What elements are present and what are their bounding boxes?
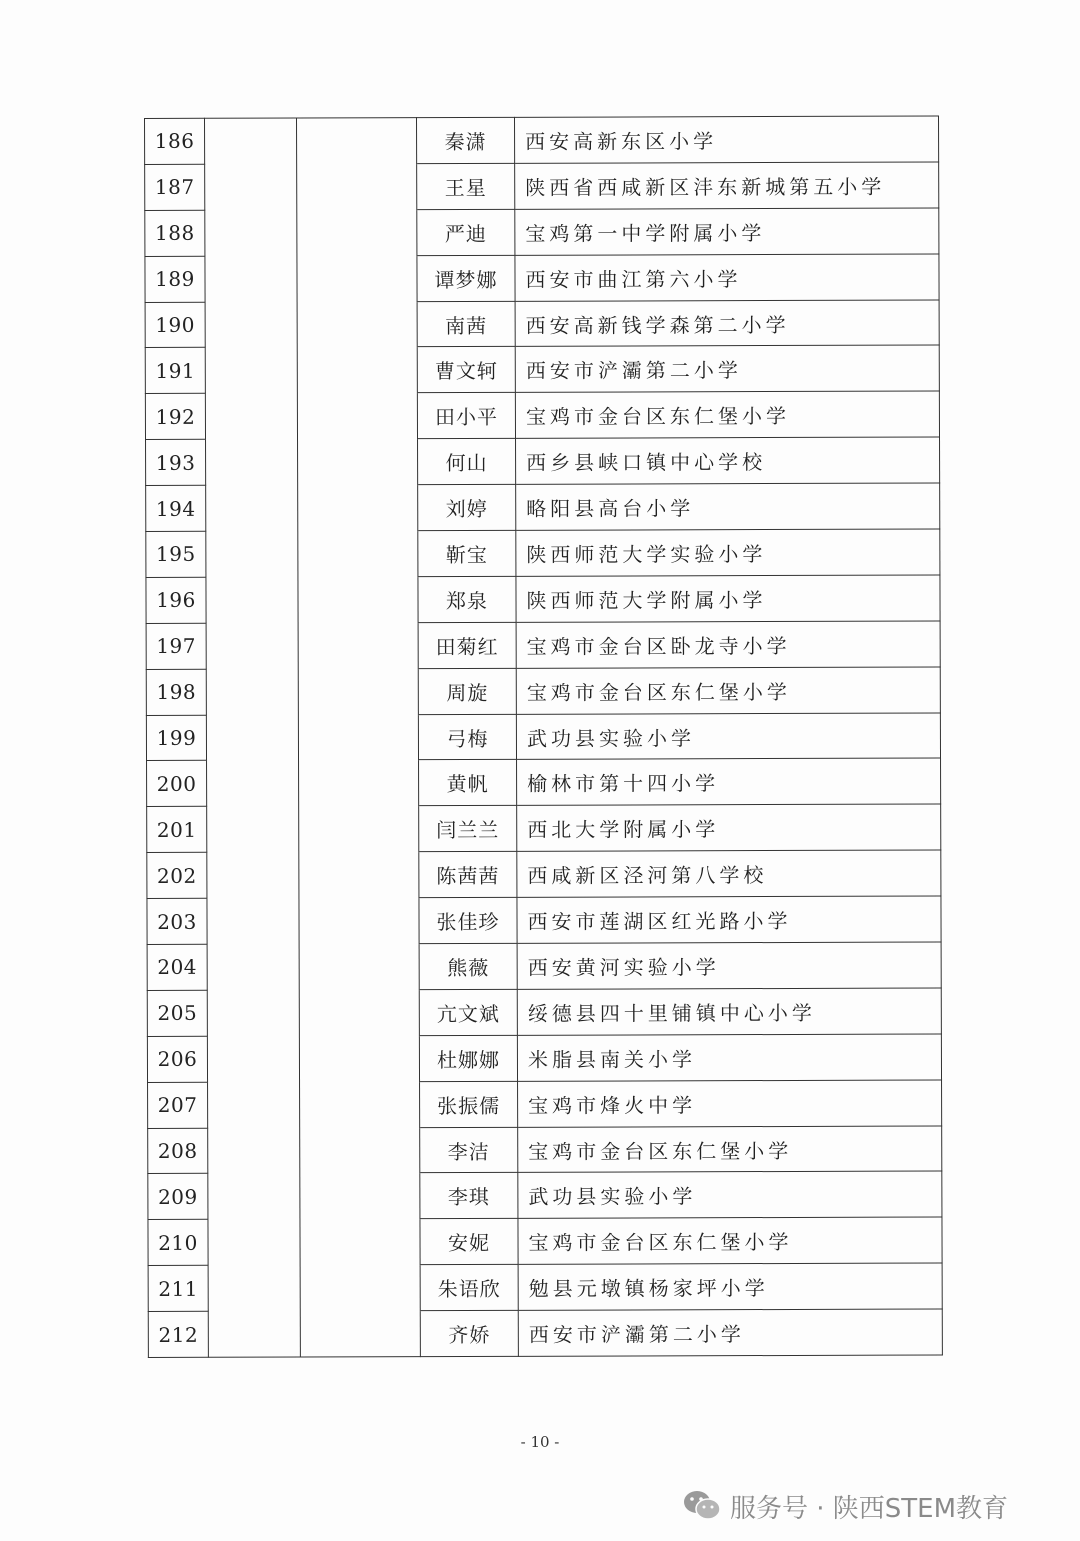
- merged-empty-cell: [206, 439, 298, 485]
- school-name-cell: 西安高新东区小学: [514, 116, 938, 163]
- table-row: [148, 1126, 942, 1174]
- merged-empty-cell: [208, 1082, 300, 1128]
- merged-empty-cell: [205, 256, 297, 302]
- row-number-cell: 212: [148, 1311, 208, 1357]
- table-row: [147, 804, 941, 852]
- row-number-cell: 187: [145, 164, 205, 210]
- merged-empty-cell: [208, 1174, 300, 1220]
- table-row: [147, 1034, 941, 1082]
- school-name-cell: 宝鸡市金台区东仁堡小学: [516, 667, 940, 714]
- row-number-cell: 204: [147, 944, 207, 990]
- person-name-cell: 李洁: [420, 1127, 518, 1173]
- school-name-cell: 西北大学附属小学: [517, 804, 941, 851]
- merged-empty-cell: [298, 439, 418, 485]
- merged-empty-cell: [206, 577, 298, 623]
- person-name-cell: 田菊红: [418, 622, 516, 668]
- table-body: [145, 116, 943, 1358]
- person-name-cell: 刘婷: [418, 484, 516, 530]
- watermark-text: 服务号 · 陕西STEM教育: [730, 1493, 1009, 1524]
- merged-empty-cell: [205, 393, 297, 439]
- merged-empty-cell: [300, 1265, 420, 1311]
- row-number-cell: 189: [145, 256, 205, 302]
- school-name-cell: 榆林市第十四小学: [517, 758, 941, 805]
- school-name-cell: 西安市莲湖区红光路小学: [517, 896, 941, 943]
- table-row: [148, 1217, 942, 1265]
- row-number-cell: 203: [147, 898, 207, 944]
- row-number-cell: 201: [147, 807, 207, 853]
- school-name-cell: 宝鸡市金台区卧龙寺小学: [516, 621, 940, 668]
- school-name-cell: 西安市浐灞第二小学: [518, 1309, 942, 1356]
- table-row: [145, 345, 939, 393]
- row-number-cell: 205: [147, 990, 207, 1036]
- school-name-cell: 宝鸡市烽火中学: [518, 1080, 942, 1127]
- merged-empty-cell: [208, 1265, 300, 1311]
- table-row: [148, 1171, 942, 1219]
- wechat-icon: [682, 1489, 722, 1523]
- merged-empty-cell: [300, 1219, 420, 1265]
- merged-empty-cell: [299, 990, 419, 1036]
- table-row: [148, 1263, 942, 1311]
- merged-empty-cell: [207, 898, 299, 944]
- person-name-cell: 陈茜茜: [419, 852, 517, 898]
- person-name-cell: 秦潇: [417, 117, 515, 163]
- school-name-cell: 西安市浐灞第二小学: [515, 345, 939, 392]
- merged-empty-cell: [299, 760, 419, 806]
- person-name-cell: 王星: [417, 163, 515, 209]
- row-number-cell: 192: [145, 394, 205, 440]
- merged-empty-cell: [300, 1127, 420, 1173]
- school-name-cell: 西安高新钱学森第二小学: [515, 300, 939, 347]
- person-name-cell: 朱语欣: [420, 1265, 518, 1311]
- merged-empty-cell: [299, 1035, 419, 1081]
- person-name-cell: 闫兰兰: [419, 806, 517, 852]
- merged-empty-cell: [298, 485, 418, 531]
- row-number-cell: 206: [147, 1036, 207, 1082]
- row-number-cell: 202: [147, 853, 207, 899]
- row-number-cell: 198: [146, 669, 206, 715]
- table-row: [148, 1080, 942, 1128]
- person-name-cell: 张佳珍: [419, 897, 517, 943]
- person-name-cell: 南茜: [417, 301, 515, 347]
- table-row: [148, 1309, 942, 1357]
- merged-empty-cell: [298, 714, 418, 760]
- school-name-cell: 宝鸡第一中学附属小学: [515, 208, 939, 255]
- school-name-cell: 略阳县高台小学: [516, 483, 940, 530]
- row-number-cell: 208: [148, 1128, 208, 1174]
- person-name-cell: 谭梦娜: [417, 255, 515, 301]
- table-row: [145, 116, 939, 164]
- merged-empty-cell: [297, 393, 417, 439]
- person-name-cell: 靳宝: [418, 530, 516, 576]
- table-row: [146, 529, 940, 577]
- person-name-cell: 严迪: [417, 209, 515, 255]
- merged-empty-cell: [206, 485, 298, 531]
- merged-empty-cell: [297, 209, 417, 255]
- person-name-cell: 杜娜娜: [419, 1035, 517, 1081]
- merged-empty-cell: [205, 347, 297, 393]
- school-name-cell: 西安黄河实验小学: [517, 942, 941, 989]
- table-row: [147, 896, 941, 944]
- table-row: [146, 667, 940, 715]
- person-name-cell: 黄帆: [419, 760, 517, 806]
- merged-empty-cell: [208, 1311, 300, 1357]
- table-row: [145, 254, 939, 302]
- merged-empty-cell: [205, 118, 297, 164]
- table-row: [145, 162, 939, 210]
- person-name-cell: 熊薇: [419, 943, 517, 989]
- row-number-cell: 186: [145, 118, 205, 164]
- table-row: [146, 575, 940, 623]
- merged-empty-cell: [297, 164, 417, 210]
- merged-empty-cell: [206, 669, 298, 715]
- merged-empty-cell: [207, 760, 299, 806]
- school-name-cell: 勉县元墩镇杨家坪小学: [518, 1263, 942, 1310]
- table-row: [147, 988, 941, 1036]
- school-name-cell: 宝鸡市金台区东仁堡小学: [518, 1126, 942, 1173]
- merged-empty-cell: [300, 1311, 420, 1357]
- school-name-cell: 陕西师范大学实验小学: [516, 529, 940, 576]
- school-name-cell: 武功县实验小学: [518, 1171, 942, 1218]
- table-row: [147, 850, 941, 898]
- merged-empty-cell: [300, 1173, 420, 1219]
- merged-empty-cell: [207, 944, 299, 990]
- person-name-cell: 安妮: [420, 1219, 518, 1265]
- merged-empty-cell: [298, 622, 418, 668]
- row-number-cell: 211: [148, 1266, 208, 1312]
- row-number-cell: 195: [146, 531, 206, 577]
- row-number-cell: 188: [145, 210, 205, 256]
- school-name-cell: 宝鸡市金台区东仁堡小学: [518, 1217, 942, 1264]
- merged-empty-cell: [207, 852, 299, 898]
- school-name-cell: 武功县实验小学: [516, 713, 940, 760]
- merged-empty-cell: [297, 301, 417, 347]
- school-name-cell: 陕西省西咸新区沣东新城第五小学: [515, 162, 939, 209]
- merged-empty-cell: [298, 577, 418, 623]
- merged-empty-cell: [208, 1219, 300, 1265]
- person-name-cell: 弓梅: [418, 714, 516, 760]
- merged-empty-cell: [298, 531, 418, 577]
- person-name-cell: 曹文轲: [417, 347, 515, 393]
- merged-empty-cell: [297, 118, 417, 164]
- school-name-cell: 西安市曲江第六小学: [515, 254, 939, 301]
- table-row: [146, 713, 940, 761]
- table-row: [147, 942, 941, 990]
- person-name-cell: 齐娇: [420, 1310, 518, 1356]
- merged-empty-cell: [207, 990, 299, 1036]
- merged-empty-cell: [297, 255, 417, 301]
- merged-empty-cell: [206, 623, 298, 669]
- merged-empty-cell: [206, 531, 298, 577]
- row-number-cell: 193: [146, 440, 206, 486]
- page-number: - 10 -: [520, 1433, 560, 1451]
- merged-empty-cell: [297, 347, 417, 393]
- row-number-cell: 196: [146, 577, 206, 623]
- row-number-cell: 210: [148, 1220, 208, 1266]
- merged-empty-cell: [299, 806, 419, 852]
- merged-empty-cell: [298, 668, 418, 714]
- person-name-cell: 田小平: [417, 393, 515, 439]
- merged-empty-cell: [299, 898, 419, 944]
- person-name-cell: 郑泉: [418, 576, 516, 622]
- merged-empty-cell: [299, 944, 419, 990]
- watermark: [682, 1482, 1008, 1530]
- school-name-cell: 宝鸡市金台区东仁堡小学: [515, 391, 939, 438]
- row-number-cell: 209: [148, 1174, 208, 1220]
- school-name-cell: 陕西师范大学附属小学: [516, 575, 940, 622]
- table-row: [146, 621, 940, 669]
- person-name-cell: 周旋: [418, 668, 516, 714]
- merged-empty-cell: [205, 302, 297, 348]
- row-number-cell: 197: [146, 623, 206, 669]
- merged-empty-cell: [205, 164, 297, 210]
- row-number-cell: 200: [147, 761, 207, 807]
- table-row: [145, 300, 939, 348]
- row-number-cell: 199: [146, 715, 206, 761]
- award-list-table: [144, 116, 943, 1359]
- person-name-cell: 张振儒: [420, 1081, 518, 1127]
- row-number-cell: 190: [145, 302, 205, 348]
- school-name-cell: 米脂县南关小学: [517, 1034, 941, 1081]
- merged-empty-cell: [207, 806, 299, 852]
- school-name-cell: 西乡县峡口镇中心学校: [516, 437, 940, 484]
- school-name-cell: 绥德县四十里铺镇中心小学: [517, 988, 941, 1035]
- merged-empty-cell: [207, 1036, 299, 1082]
- merged-empty-cell: [206, 715, 298, 761]
- row-number-cell: 194: [146, 485, 206, 531]
- merged-empty-cell: [299, 852, 419, 898]
- merged-empty-cell: [205, 210, 297, 256]
- school-name-cell: 西咸新区泾河第八学校: [517, 850, 941, 897]
- table-row: [146, 483, 940, 531]
- person-name-cell: 何山: [418, 439, 516, 485]
- row-number-cell: 191: [145, 348, 205, 394]
- table-row: [145, 391, 939, 439]
- person-name-cell: 李琪: [420, 1173, 518, 1219]
- row-number-cell: 207: [148, 1082, 208, 1128]
- table-row: [147, 758, 941, 806]
- merged-empty-cell: [300, 1081, 420, 1127]
- table-row: [145, 208, 939, 256]
- person-name-cell: 亢文斌: [419, 989, 517, 1035]
- table-row: [146, 437, 940, 485]
- merged-empty-cell: [208, 1128, 300, 1174]
